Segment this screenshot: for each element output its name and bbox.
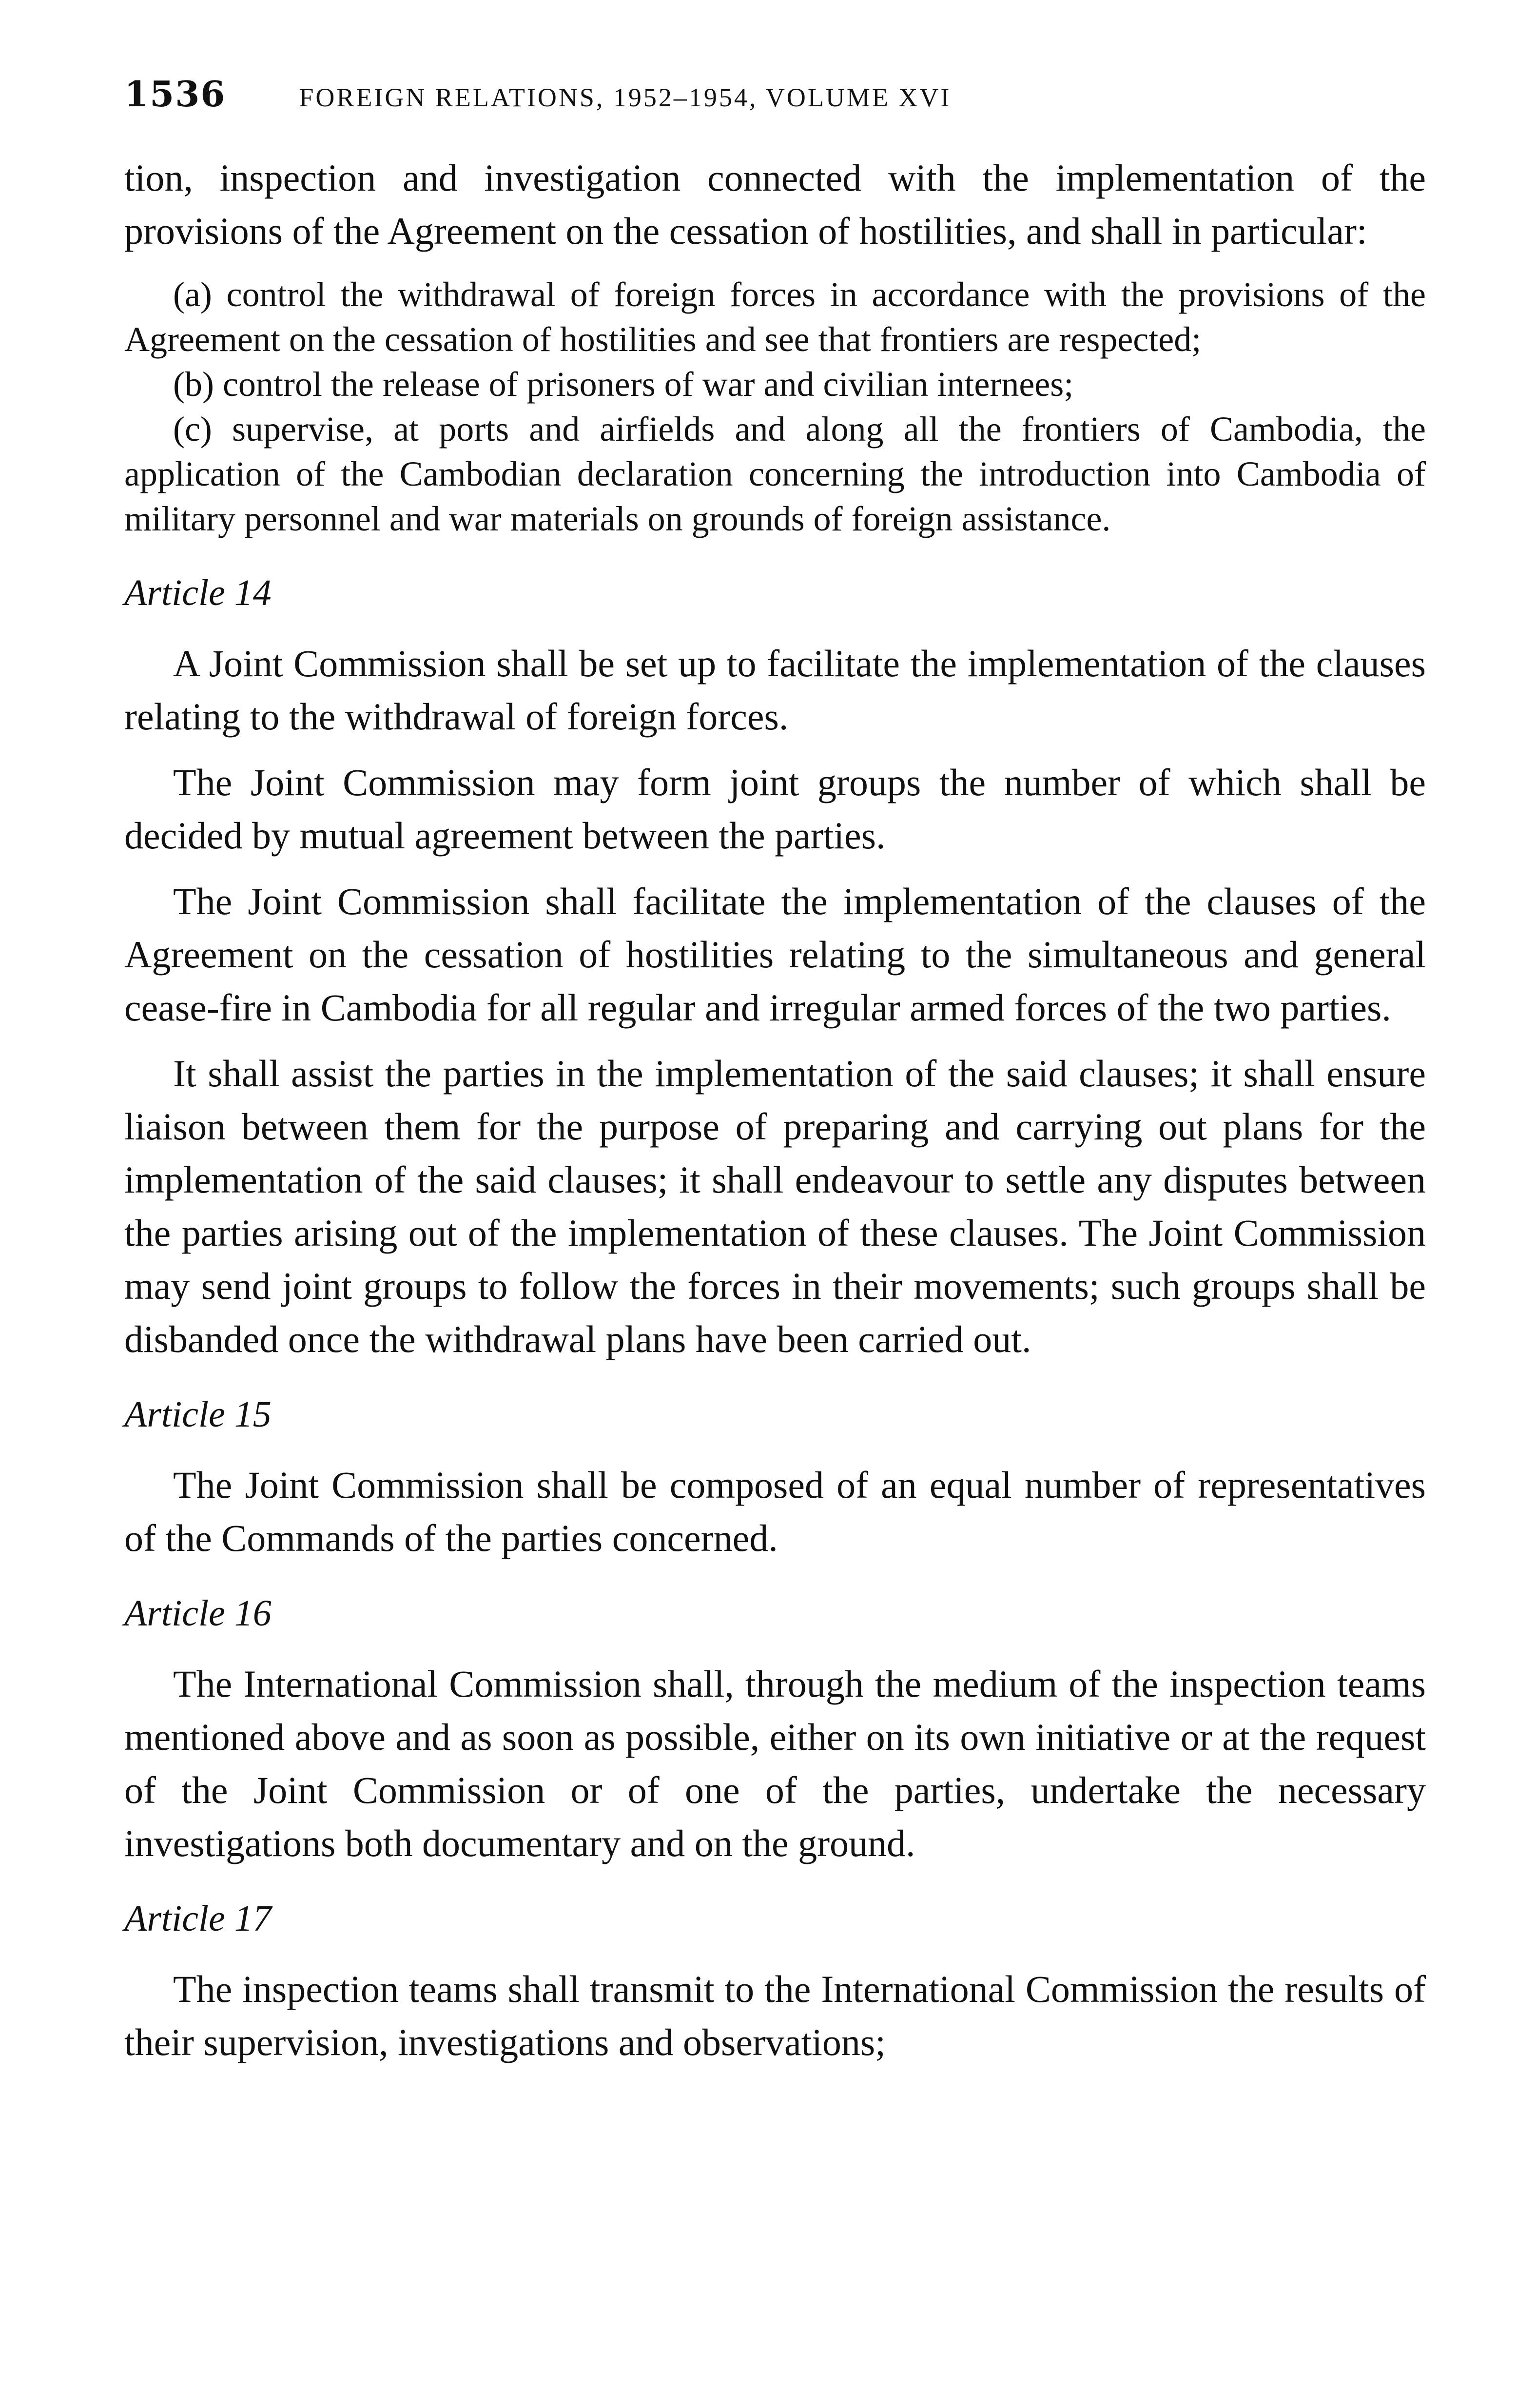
article-14-paragraph-2: The Joint Commission may form joint groups the number of which shall be decided by mutual agreement between the parties. <box>124 761 1426 857</box>
article-16-paragraph-1: The International Commission shall, through the medium of the inspection teams mentioned above and as soon as possible, either on its own initiative or at the request of the Joint Commission or of one of the parties, undertake the necessary investigations both documentary and on the ground. <box>124 1663 1426 1864</box>
intro-paragraph: tion, inspection and investigation connected with the implementation of the provisions of the Agreement on the cessation of hostilities, and shall in particular: <box>124 157 1426 252</box>
enumerated-list <box>124 272 1426 541</box>
list-item-b: (b) control the release of prisoners of war and civilian internees; <box>173 365 1074 404</box>
article-17-heading: Article 17 <box>124 1898 272 1939</box>
list-item-a: (a) control the withdrawal of foreign forces in accordance with the provisions of the Agreement on the cessation of hostilities and see that frontiers are respected; <box>124 275 1426 359</box>
article-17-paragraph-1: The inspection teams shall transmit to the International Commission the results of their supervision, investigations and observations; <box>124 1968 1426 2063</box>
article-16-heading: Article 16 <box>124 1593 272 1634</box>
article-14-heading: Article 14 <box>124 572 272 613</box>
page-header <box>124 73 1426 117</box>
list-item-c: (c) supervise, at ports and airfields and along all the frontiers of Cambodia, the application of the Cambodian declaration concerning the introduction into Cambodia of military personnel and war materials on grounds of foreign assistance. <box>124 410 1426 538</box>
article-14-paragraph-4: It shall assist the parties in the implementation of the said clauses; it shall ensure liaison between them for the purpose of preparing and carrying out plans for the implementation of the said clauses; it shall endeavour to settle any disputes between the parties arising out of the implementation of these clauses. The Joint Commission may send joint groups to follow the forces in their movements; such groups shall be disbanded once the withdrawal plans have been carried out. <box>124 1052 1426 1360</box>
article-14-paragraph-1: A Joint Commission shall be set up to facilitate the implementation of the clauses relating to the withdrawal of foreign forces. <box>124 642 1426 738</box>
article-15-heading: Article 15 <box>124 1394 272 1435</box>
article-14-paragraph-3: The Joint Commission shall facilitate the implementation of the clauses of the Agreement on the cessation of hostilities relating to the simultaneous and general cease-fire in Cambodia for all regular and irregular armed forces of the two parties. <box>124 880 1426 1029</box>
article-15-paragraph-1: The Joint Commission shall be composed of an equal number of representatives of the Commands of the parties concerned. <box>124 1464 1426 1559</box>
page-number: 1536 <box>124 73 226 115</box>
document-page <box>124 73 1426 2081</box>
running-title: FOREIGN RELATIONS, 1952–1954, VOLUME XVI <box>299 83 952 112</box>
